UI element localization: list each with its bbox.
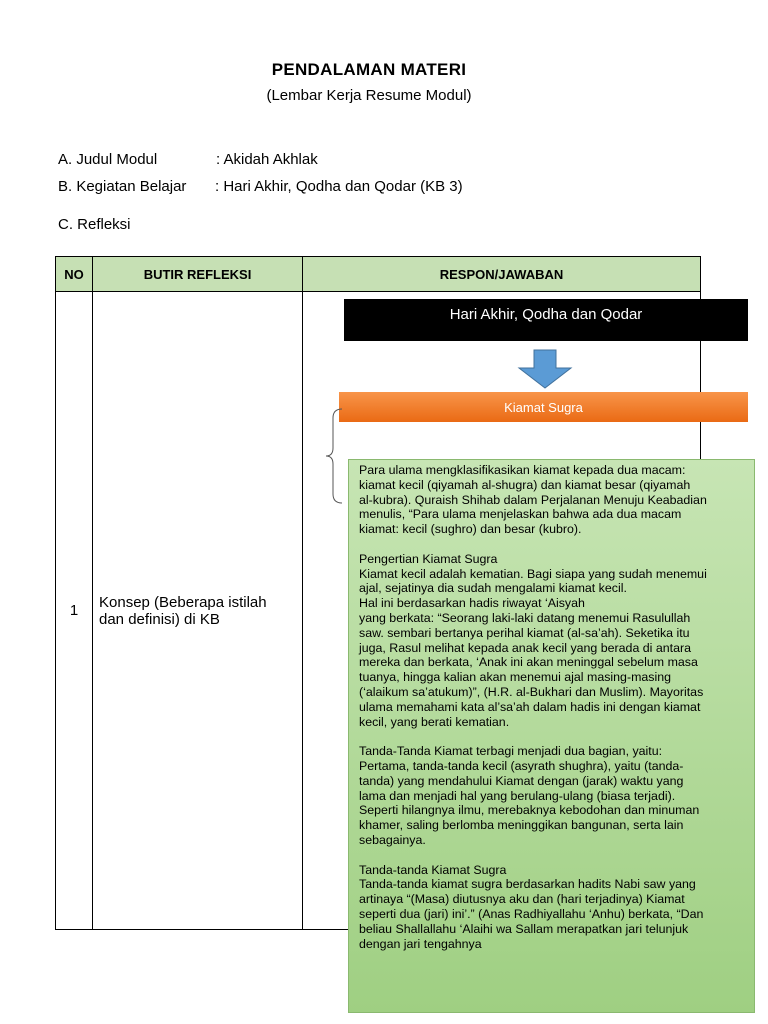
text-line: Pengertian Kiamat Sugra [359,551,498,566]
meta-label-a: A. Judul Modul [58,151,158,168]
explanation-box [348,459,755,1013]
header-no: NO [56,257,93,292]
text-line: sebagainya. [359,832,426,847]
text-line: Tanda-tanda Kiamat Sugra [359,862,507,877]
meta-kegiatan-belajar [58,178,463,195]
text-line: tanda) yang mendahului Kiamat dengan (jarak) waktu yang [359,773,684,788]
text-line: beliau Shallallahu ‘Alaihi wa Sallam merapatkan jari telunjuk [359,921,689,936]
text-line: yang berkata: “Seorang laki-laki datang menemui Rasulullah [359,610,691,625]
text-line: Tanda-Tanda Kiamat terbagi menjadi dua bagian, yaitu: [359,744,663,759]
row-butir [93,292,303,930]
meta-refleksi [58,216,131,233]
paragraph-intro [359,463,746,537]
topic-box: Hari Akhir, Qodha dan Qodar [344,299,748,341]
meta-label-b: B. Kegiatan Belajar [58,178,187,195]
text-line: juga, Rasul melihat kepada anak kecil yang berada di antara [359,640,692,655]
header-butir: BUTIR REFLEKSI [93,257,303,292]
table-header-row [56,257,701,292]
down-arrow-icon [517,349,573,389]
text-line: mereka dan berkata, ‘Anak ini akan meninggal sebelum masa [359,655,698,670]
text-line: Para ulama mengklasifikasikan kiamat kepada dua macam: [359,463,686,477]
text-line: ajal, sejatinya dia sudah mengalami kiamat kecil. [359,581,627,596]
text-line: lama dan menjadi hal yang berulang-ulang (biasa terjadi). [359,788,676,803]
row-no: 1 [56,292,93,930]
left-brace-icon [324,408,344,504]
meta-value-b: : Hari Akhir, Qodha dan Qodar (KB 3) [215,178,463,195]
page-subtitle: (Lembar Kerja Resume Modul) [266,87,472,104]
text-line: saw. sembari bertanya perihal kiamat (al-sa’ah). Seketika itu [359,625,690,640]
text-line: seperti dua (jari) ini’.” (Anas Radhiyallahu ‘Anhu) berkata, “Dan [359,906,704,921]
meta-label-c: C. Refleksi [58,216,131,233]
text-line: ulama memahami kata al’sa’ah dalam hadis ini dengan kiamat [359,699,701,714]
meta-value-a: : Akidah Akhlak [216,151,318,168]
text-line: Pertama, tanda-tanda kecil (asyrath shughra), yaitu (tanda- [359,758,684,773]
text-line: artinaya “(Masa) diutusnya aku dan (hari terjadinya) Kiamat [359,892,685,907]
butir-line-2: dan definisi) di KB [99,610,220,628]
meta-judul-modul [58,151,318,168]
text-line: al-kubra). Quraish Shihab dalam Perjalanan Menuju Keabadian [359,492,707,507]
text-line: kecil, yang berati kematian. [359,714,510,729]
text-line: kiamat: kecil (sughro) dan besar (kubro). [359,522,582,537]
kiamat-sugra-bar: Kiamat Sugra [339,392,748,422]
paragraph-pengertian [359,552,746,730]
paragraph-tanda-sugra [359,863,746,952]
text-line: Tanda-tanda kiamat sugra berdasarkan hadits Nabi saw yang [359,877,696,892]
text-line: menulis, “Para ulama menjelaskan bahwa ada dua macam [359,507,682,522]
text-line: Seperti hilangnya ilmu, merebaknya kebodohan dan minuman [359,803,700,818]
text-line: Hal ini berdasarkan hadis riwayat ‘Aisyah [359,596,585,611]
header-respon: RESPON/JAWABAN [303,257,701,292]
paragraph-tanda-tanda [359,744,746,848]
text-line: kiamat kecil (qiyamah al-shugra) dan kiamat besar (qiyamah [359,477,691,492]
text-line: khamer, saling berlomba meninggikan bangunan, serta lain [359,818,684,833]
page-title: PENDALAMAN MATERI [271,60,467,79]
text-line: dengan jari tengahnya [359,936,482,951]
butir-line-1: Konsep (Beberapa istilah [99,593,267,611]
text-line: (‘alaikum sa’atukum)”, (H.R. al-Bukhari dan Muslim). Mayoritas [359,684,704,699]
text-line: Kiamat kecil adalah kematian. Bagi siapa yang sudah menemui [359,566,707,581]
text-line: tuanya, hingga kalian akan menemui ajal masing-masing [359,670,672,685]
